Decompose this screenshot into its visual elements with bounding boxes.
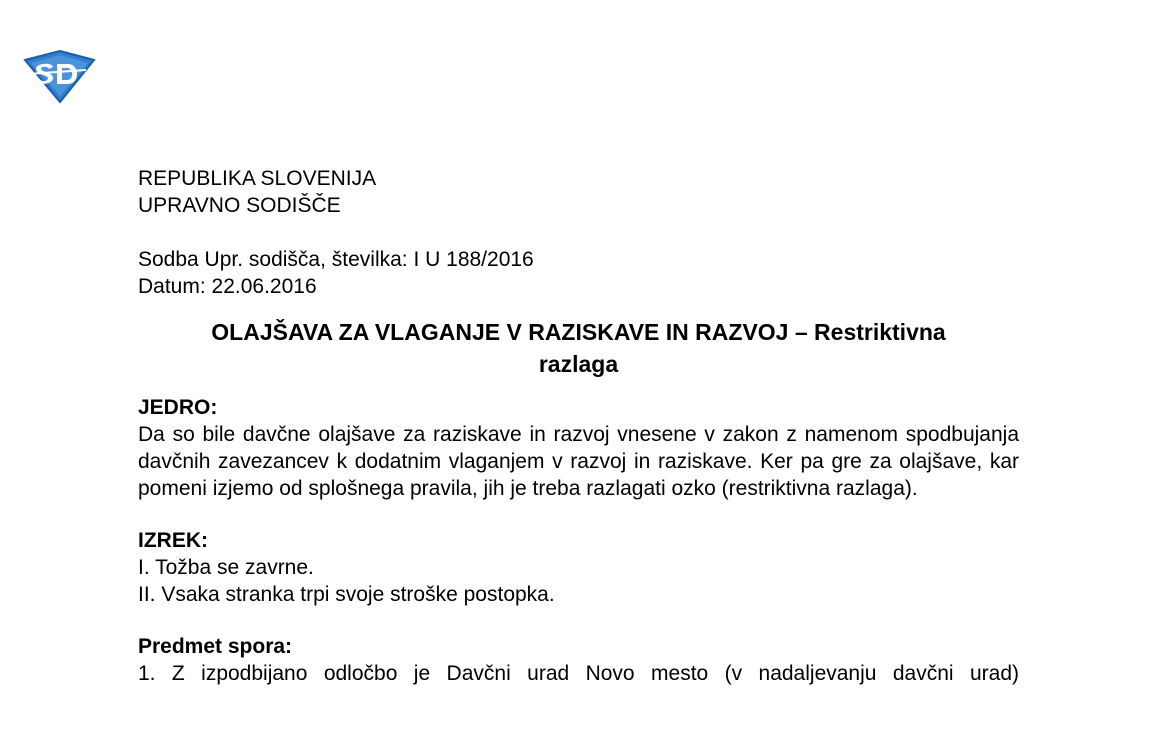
predmet-heading: Predmet spora: (138, 635, 293, 658)
republic-heading: REPUBLIKA SLOVENIJA (138, 167, 377, 190)
jedro-heading: JEDRO: (138, 396, 218, 419)
case-number: Sodba Upr. sodišča, številka: I U 188/2016 (138, 248, 534, 271)
court-logo-icon (22, 50, 96, 104)
izrek-item-1: I. Tožba se zavrne. (138, 556, 314, 579)
izrek-item-2: II. Vsaka stranka trpi svoje stroške postopka. (138, 583, 555, 606)
title-line-2: razlaga (538, 351, 619, 377)
izrek-heading: IZREK: (138, 529, 208, 552)
court-heading: UPRAVNO SODIŠČE (138, 194, 341, 217)
title-line-1: OLAJŠAVA ZA VLAGANJE V RAZISKAVE IN RAZVOJ – Restriktivna (211, 319, 946, 345)
document-title (138, 316, 1019, 380)
jedro-text: Da so bile davčne olajšave za raziskave in razvoj vnesene v zakon z namenom spodbujanja davčnih zavezancev k dodatnim vlaganjem v razvoj in raziskave. Ker pa gre za olajšave, kar pomeni izjemo od splošnega pravila, jih je treba razlagati ozko (restriktivna razlaga). (138, 423, 1019, 500)
document-body (138, 165, 1019, 687)
predmet-text: 1. Z izpodbijano odločbo je Davčni urad Novo mesto (v nadaljevanju davčni urad) (138, 662, 1019, 685)
decision-date: Datum: 22.06.2016 (138, 275, 317, 298)
